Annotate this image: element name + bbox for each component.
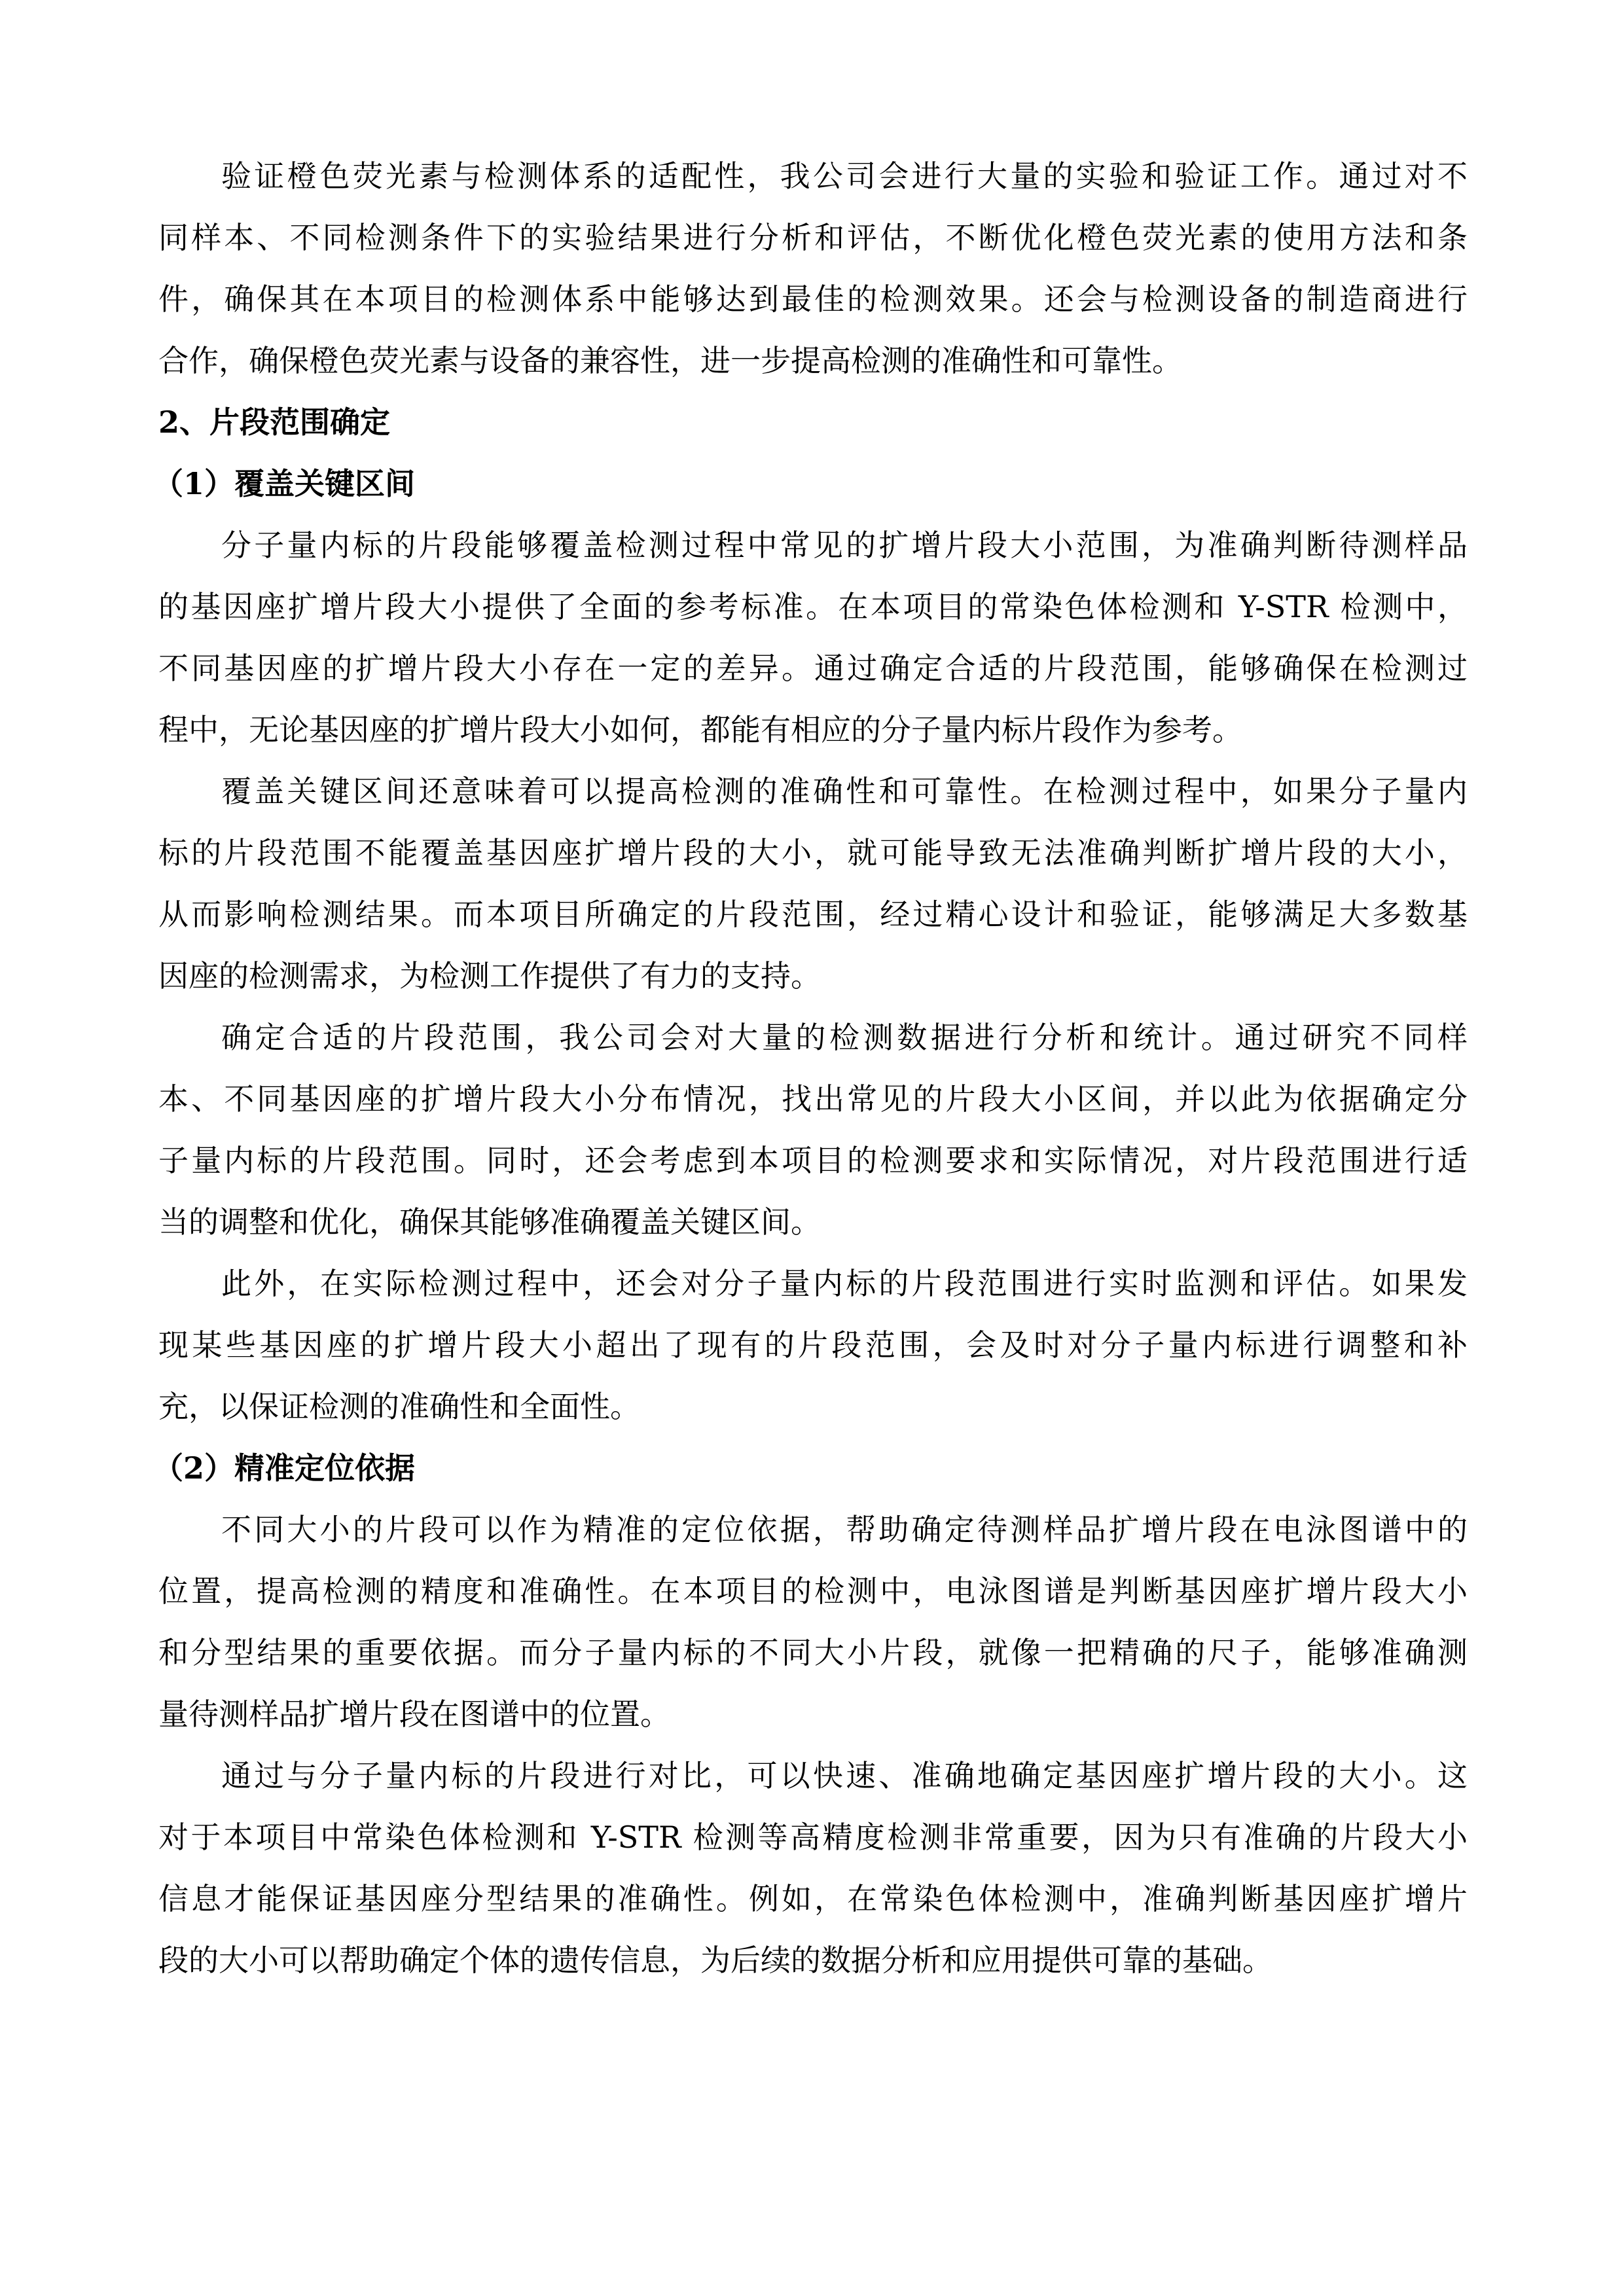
section-heading: 2、片段范围确定 [158,404,391,440]
paragraph-line: 件，确保其在本项目的检测体系中能够达到最佳的检测效果。还会与检测设备的制造商进行 [158,281,1468,317]
paragraph-line: 充，以保证检测的准确性和全面性。 [158,1389,640,1424]
paragraph-line: 当的调整和优化，确保其能够准确覆盖关键区间。 [158,1204,821,1240]
paragraph-line: 和分型结果的重要依据。而分子量内标的不同大小片段，就像一把精确的尺子，能够准确测 [158,1635,1468,1670]
paragraph-line: 合作，确保橙色荧光素与设备的兼容性，进一步提高检测的准确性和可靠性。 [158,343,1182,378]
paragraph-line: 不同基因座的扩增片段大小存在一定的差异。通过确定合适的片段范围，能够确保在检测过 [158,651,1468,686]
paragraph-line: 量待测样品扩增片段在图谱中的位置。 [158,1696,670,1732]
paragraph-fluorescein-compatibility [158,145,1468,391]
paragraph-range-determination [158,1007,1468,1253]
paragraph-line: 信息才能保证基因座分型结果的准确性。例如，在常染色体检测中，准确判断基因座扩增片 [158,1881,1468,1916]
paragraph-line: 对于本项目中常染色体检测和 Y-STR 检测等高精度检测非常重要，因为只有准确的片段大小 [158,1820,1468,1855]
paragraph-line: 子量内标的片段范围。同时，还会考虑到本项目的检测要求和实际情况，对片段范围进行适 [158,1143,1468,1178]
paragraph-line: 分子量内标的片段能够覆盖检测过程中常见的扩增片段大小范围，为准确判断待测样品 [221,528,1468,563]
paragraph-line: 从而影响检测结果。而本项目所确定的片段范围，经过精心设计和验证，能够满足大多数基 [158,897,1468,932]
subsection-heading-positioning: （2）精准定位依据 [153,1450,416,1486]
paragraph-coverage-range [158,514,1468,761]
paragraph-line: 不同大小的片段可以作为精准的定位依据，帮助确定待测样品扩增片段在电泳图谱中的 [221,1512,1468,1547]
document-page [153,145,1468,1991]
paragraph-line: 位置，提高检测的精度和准确性。在本项目的检测中，电泳图谱是判断基因座扩增片段大小 [158,1573,1468,1609]
paragraph-coverage-accuracy [158,761,1468,1007]
paragraph-line: 现某些基因座的扩增片段大小超出了现有的片段范围，会及时对分子量内标进行调整和补 [158,1327,1468,1363]
paragraph-line: 覆盖关键区间还意味着可以提高检测的准确性和可靠性。在检测过程中，如果分子量内 [221,774,1468,809]
paragraph-line: 同样本、不同检测条件下的实验结果进行分析和评估，不断优化橙色荧光素的使用方法和条 [158,220,1468,255]
paragraph-line: 的基因座扩增片段大小提供了全面的参考标准。在本项目的常染色体检测和 Y-STR 检测中， [158,589,1468,624]
paragraph-line: 标的片段范围不能覆盖基因座扩增片段的大小，就可能导致无法准确判断扩增片段的大小， [158,835,1468,870]
paragraph-realtime-monitoring [158,1253,1468,1437]
paragraph-line: 此外，在实际检测过程中，还会对分子量内标的片段范围进行实时监测和评估。如果发 [221,1266,1468,1301]
paragraph-line: 程中，无论基因座的扩增片段大小如何，都能有相应的分子量内标片段作为参考。 [158,712,1242,747]
paragraph-positioning-basis [158,1499,1468,1745]
subsection-heading-coverage: （1）覆盖关键区间 [153,466,416,501]
paragraph-line: 本、不同基因座的扩增片段大小分布情况，找出常见的片段大小区间，并以此为依据确定分 [158,1081,1468,1117]
paragraph-line: 验证橙色荧光素与检测体系的适配性，我公司会进行大量的实验和验证工作。通过对不 [221,158,1468,194]
paragraph-line: 因座的检测需求，为检测工作提供了有力的支持。 [158,958,821,994]
paragraph-size-comparison [158,1745,1468,1991]
paragraph-line: 通过与分子量内标的片段进行对比，可以快速、准确地确定基因座扩增片段的大小。这 [221,1758,1468,1793]
paragraph-line: 段的大小可以帮助确定个体的遗传信息，为后续的数据分析和应用提供可靠的基础。 [158,1943,1272,1978]
paragraph-line: 确定合适的片段范围，我公司会对大量的检测数据进行分析和统计。通过研究不同样 [221,1020,1468,1055]
